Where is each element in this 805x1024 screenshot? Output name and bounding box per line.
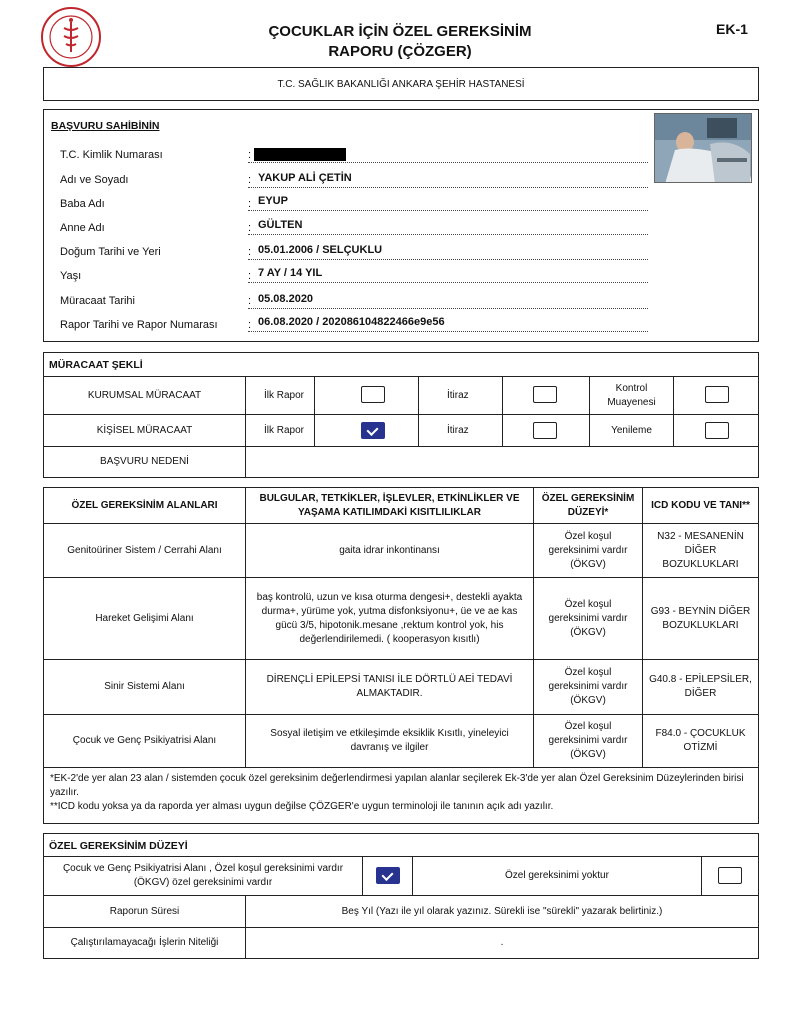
level-section-title: ÖZEL GEREKSİNİM DÜZEYİ — [49, 840, 188, 852]
reason-value — [245, 446, 759, 478]
needs-row1-findings: gaita idrar inkontinansı — [245, 523, 534, 578]
field-label-mother: Anne Adı — [60, 222, 105, 234]
app-row2-opt1-label: İlk Rapor — [245, 414, 315, 447]
application-section-title: MÜRACAAT ŞEKLİ — [49, 359, 143, 371]
field-value-father: EYUP — [248, 195, 648, 211]
app-type-personal: KİŞİSEL MÜRACAAT — [43, 414, 246, 447]
jobs-value: . — [245, 927, 759, 959]
duration-value: Beş Yıl (Yazı ile yıl olarak yazınız. Sürekli ise "sürekli" yazarak belirtiniz.) — [245, 895, 759, 928]
field-value-mother: GÜLTEN — [248, 219, 648, 235]
applicant-section-title: BAŞVURU SAHİBİNİN — [51, 120, 160, 132]
colon: : — [248, 149, 252, 161]
field-label-report-date: Rapor Tarihi ve Rapor Numarası — [60, 319, 218, 331]
colon: : — [248, 198, 252, 210]
needs-row1-icd: N32 - MESANENİN DİĞER BOZUKLUKLARI — [642, 523, 759, 578]
app-row1-opt1-label: İlk Rapor — [245, 376, 315, 415]
app-row1-opt2-label: İtiraz — [418, 376, 503, 415]
reason-label: BAŞVURU NEDENİ — [43, 446, 246, 478]
colon: : — [248, 270, 252, 282]
level-checkbox[interactable] — [376, 867, 400, 884]
needs-row1-level: Özel koşul gereksinimi vardır (ÖKGV) — [533, 523, 643, 578]
field-value-tc — [248, 147, 648, 163]
ek-label: EK-1 — [716, 21, 748, 37]
app-row1-opt1-checkbox[interactable] — [361, 386, 385, 403]
field-label-father: Baba Adı — [60, 198, 105, 210]
applicant-photo — [654, 113, 752, 183]
needs-row2-level: Özel koşul gereksinimi vardır (ÖKGV) — [533, 577, 643, 660]
needs-row2-area: Hareket Gelişimi Alanı — [43, 577, 246, 660]
needs-header-findings: BULGULAR, TETKİKLER, İŞLEVLER, ETKİNLİKLER VE YAŞAMA KATILIMDAKİ KISITLILIKLAR — [245, 487, 534, 524]
app-row2-opt3-label: Yenileme — [589, 414, 674, 447]
needs-row3-findings: DİRENÇLİ EPİLEPSİ TANISI İLE DÖRTLÜ AEİ TEDAVİ ALMAKTADIR. — [245, 659, 534, 715]
needs-row4-level: Özel koşul gereksinimi vardır (ÖKGV) — [533, 714, 643, 768]
colon: : — [248, 246, 252, 258]
none-checkbox[interactable] — [718, 867, 742, 884]
none-text: Özel gereksinimi yoktur — [412, 856, 702, 896]
colon: : — [248, 295, 252, 307]
needs-header-level: ÖZEL GEREKSİNİM DÜZEYİ* — [533, 487, 643, 524]
field-value-report-date: 06.08.2020 / 202086104822466e9e56 — [248, 316, 648, 332]
app-type-institutional: KURUMSAL MÜRACAAT — [43, 376, 246, 415]
field-value-birth: 05.01.2006 / SELÇUKLU — [248, 244, 648, 260]
app-row1-opt3-label: Kontrol Muayenesi — [589, 376, 674, 415]
needs-row3-level: Özel koşul gereksinimi vardır (ÖKGV) — [533, 659, 643, 715]
field-label-application-date: Müracaat Tarihi — [60, 295, 135, 307]
field-value-name: YAKUP ALİ ÇETİN — [248, 172, 648, 188]
needs-row3-icd: G40.8 - EPİLEPSİLER, DİĞER — [642, 659, 759, 715]
app-row2-opt3-checkbox[interactable] — [705, 422, 729, 439]
hospital-box — [43, 67, 759, 101]
level-text: Çocuk ve Genç Psikiyatrisi Alanı , Özel koşul gereksinimi vardır (ÖKGV) özel gereksinimi vardır — [43, 856, 363, 896]
field-label-name: Adı ve Soyadı — [60, 174, 129, 186]
field-label-birth: Doğum Tarihi ve Yeri — [60, 246, 161, 258]
needs-row1-area: Genitoüriner Sistem / Cerrahi Alanı — [43, 523, 246, 578]
colon: : — [248, 319, 252, 331]
needs-header-icd: ICD KODU VE TANI** — [642, 487, 759, 524]
needs-header-area: ÖZEL GEREKSİNİM ALANLARI — [43, 487, 246, 524]
app-row2-opt2-label: İtiraz — [418, 414, 503, 447]
app-row1-opt2-checkbox[interactable] — [533, 386, 557, 403]
report-title-line2: RAPORU (ÇÖZGER) — [328, 42, 472, 60]
jobs-label: Çalıştırılamayacağı İşlerin Niteliği — [43, 927, 246, 959]
needs-row2-findings: baş kontrolü, uzun ve kısa oturma dengesi+, destekli ayakta durma+, yürüme yok, yutma disfonksiyonu+, üe ve ae kas gücü 3/5, hipotonik.mesane ,rektum kontrol yok, his değerlendirilemedi. ( kooperasyon kısıtlı) — [245, 577, 534, 660]
field-label-age: Yaşı — [60, 270, 82, 282]
needs-row4-icd: F84.0 - ÇOCUKLUK OTİZMİ — [642, 714, 759, 768]
needs-row2-icd: G93 - BEYNİN DİĞER BOZUKLUKLARI — [642, 577, 759, 660]
ministry-logo — [40, 6, 102, 68]
colon: : — [248, 174, 252, 186]
report-title-line1: ÇOCUKLAR İÇİN ÖZEL GEREKSİNİM — [268, 22, 532, 40]
needs-row4-findings: Sosyal iletişim ve etkileşimde eksiklik Kısıtlı, yineleyici davranış ve ilgiler — [245, 714, 534, 768]
colon: : — [248, 222, 252, 234]
field-value-age: 7 AY / 14 YIL — [248, 267, 648, 283]
app-row2-opt1-checkbox[interactable] — [361, 422, 385, 439]
app-row1-opt3-checkbox[interactable] — [705, 386, 729, 403]
needs-notes — [43, 767, 759, 824]
duration-label: Raporun Süresi — [43, 895, 246, 928]
needs-note2: **ICD kodu yoksa ya da raporda yer alması uygun değilse ÇÖZGER'e uygun terminoloji ile tanının açık adı yazılır. — [50, 801, 554, 812]
hospital-name: T.C. SAĞLIK BAKANLIĞI ANKARA ŞEHİR HASTANESİ — [277, 78, 525, 90]
field-value-application-date: 05.08.2020 — [248, 293, 648, 309]
needs-note1: *EK-2'de yer alan 23 alan / sistemden çocuk özel gereksinim değerlendirmesi yapılan alanlar seçilerek Ek-3'de yer alan Özel Gereksinim Düzeylerinden birisi yazılır. — [50, 773, 744, 798]
app-row2-opt2-checkbox[interactable] — [533, 422, 557, 439]
needs-row3-area: Sinir Sistemi Alanı — [43, 659, 246, 715]
needs-row4-area: Çocuk ve Genç Psikiyatrisi Alanı — [43, 714, 246, 768]
field-label-tc: T.C. Kimlik Numarası — [60, 149, 163, 161]
